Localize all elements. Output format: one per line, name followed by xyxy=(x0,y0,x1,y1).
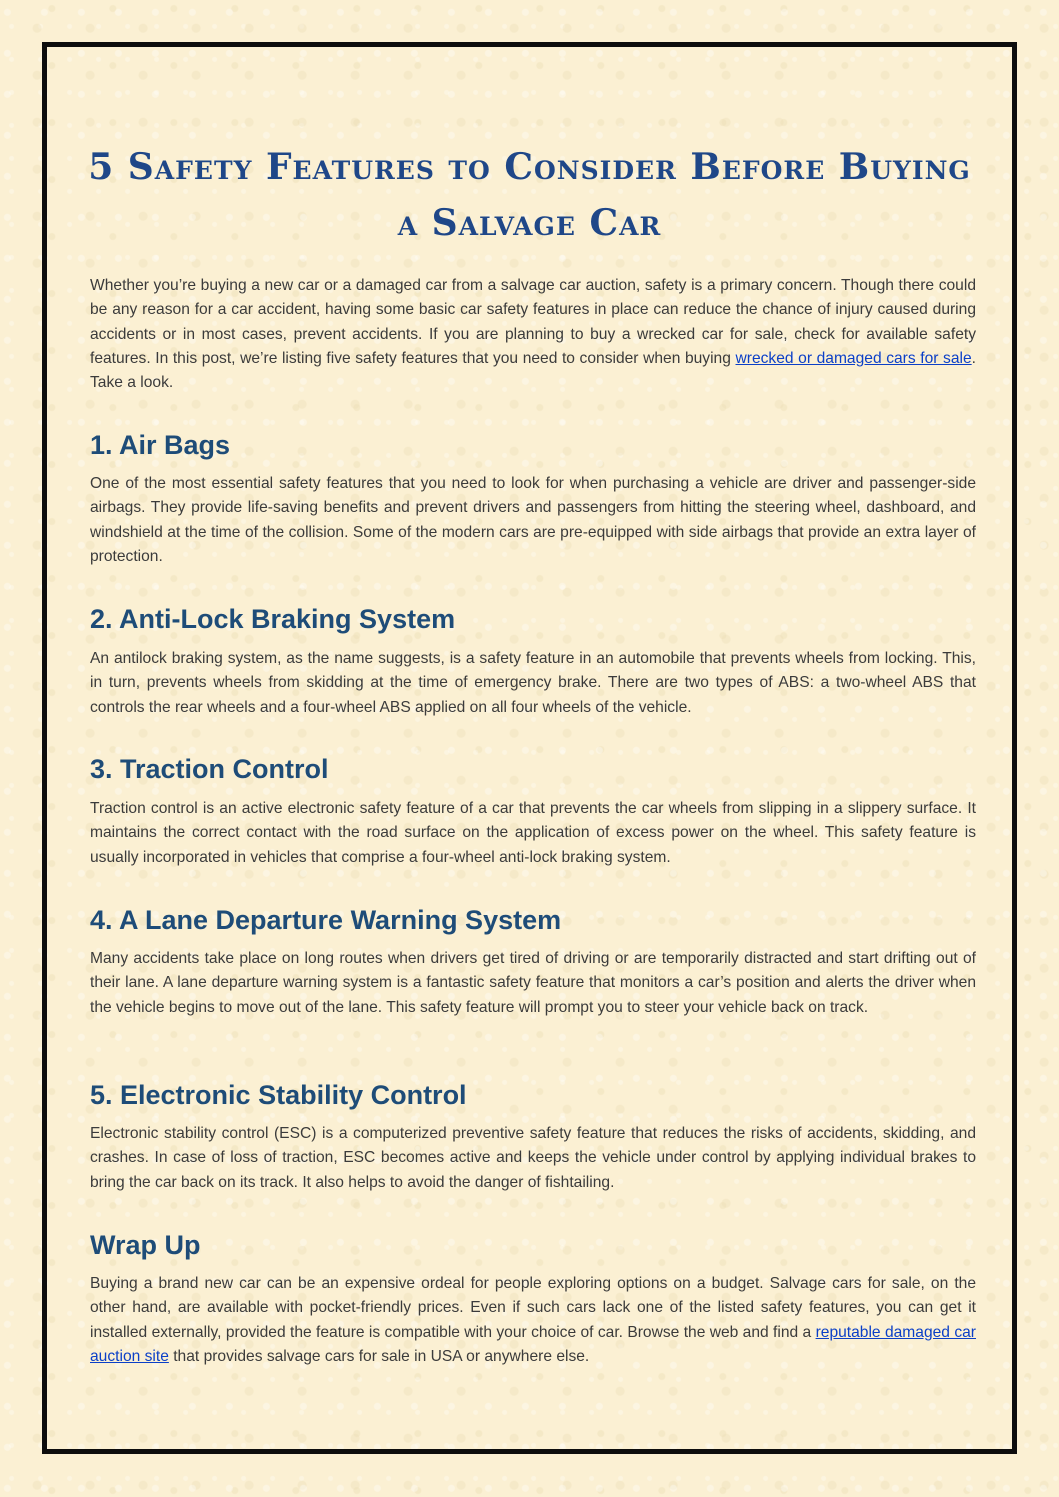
section-heading-traction-control: 3. Traction Control xyxy=(90,754,329,784)
section-heading-abs: 2. Anti-Lock Braking System xyxy=(90,604,456,634)
section-body-air-bags: One of the most essential safety features that you need to look for when purchasing a vehicle are driver and passenger-side airbags. They provide life-saving benefits and prevent drivers and passengers from hitting the steering wheel, dashboard, and windshield at the time of the collision. Some of the modern cars are pre-equipped with side airbags that provide an extra layer of protection. xyxy=(90,475,976,565)
page-title: 5 Safety Features to Consider Before Buying a Salvage Car xyxy=(88,146,971,244)
section-heading-esc: 5. Electronic Stability Control xyxy=(90,1080,467,1110)
intro-text: Whether you’re buying a new car or a damaged car from a salvage car auction, safety is a primary concern. Though there could be any reason for a car accident, having some basic car safety features in place can reduce the chance of injury caused during accidents or in most cases, prevent accidents. If you are planning to buy a wrecked car for sale, check for available safety features. In this post, we’re listing five safety features that you need to consider when buying xyxy=(90,277,976,367)
section-body-lane-departure: Many accidents take place on long routes when drivers get tired of driving or are temporarily distracted and start drifting out of their lane. A lane departure warning system is a fantastic safety feature that monitors a car’s position and alerts the driver when the vehicle begins to move out of the lane. This safety feature will prompt you to steer your vehicle back on track. xyxy=(90,950,976,1016)
intro-paragraph xyxy=(90,274,976,395)
wrapup-text-end: that provides salvage cars for sale in USA or anywhere else. xyxy=(168,1347,590,1365)
section-heading-air-bags: 1. Air Bags xyxy=(90,430,231,460)
section-body-traction-control: Traction control is an active electronic safety feature of a car that prevents the car wheels from slipping in a slippery surface. It maintains the correct contact with the road surface on the application of excess power on the wheel. This safety feature is usually incorporated in vehicles that comprise a four-wheel anti-lock braking system. xyxy=(90,800,976,866)
section-heading-lane-departure: 4. A Lane Departure Warning System xyxy=(90,905,562,935)
wrecked-cars-link[interactable]: wrecked or damaged cars for sale xyxy=(735,349,972,367)
section-heading-wrap-up: Wrap Up xyxy=(90,1230,201,1260)
auction-site-link[interactable]: reputable damaged car auction site xyxy=(90,1323,976,1365)
section-body-esc: Electronic stability control (ESC) is a computerized preventive safety feature that reduces the risks of accidents, skidding, and crashes. In case of loss of traction, ESC becomes active and keeps the vehicle under control by applying individual brakes to bring the car back on its track. It also helps to avoid the danger of fishtailing. xyxy=(90,1125,976,1191)
page-border xyxy=(42,42,1017,1454)
section-body-abs: An antilock braking system, as the name suggests, is a safety feature in an automobile that prevents wheels from locking. This, in turn, prevents wheels from skidding at the time of emergency brake. There are two types of ABS: a two-wheel ABS that controls the rear wheels and a four-wheel ABS applied on all four wheels of the vehicle. xyxy=(90,650,976,716)
wrapup-paragraph xyxy=(90,1272,976,1369)
intro-text-end: . Take a look. xyxy=(90,349,976,392)
wrapup-text: Buying a brand new car can be an expensive ordeal for people exploring options on a budget. Salvage cars for sale, on the other hand, are available with pocket-friendly prices. Even if such cars lack one of the listed safety features, you can get it installed externally, provided the feature is compatible with your choice of car. Browse the web and find a xyxy=(90,1275,976,1341)
